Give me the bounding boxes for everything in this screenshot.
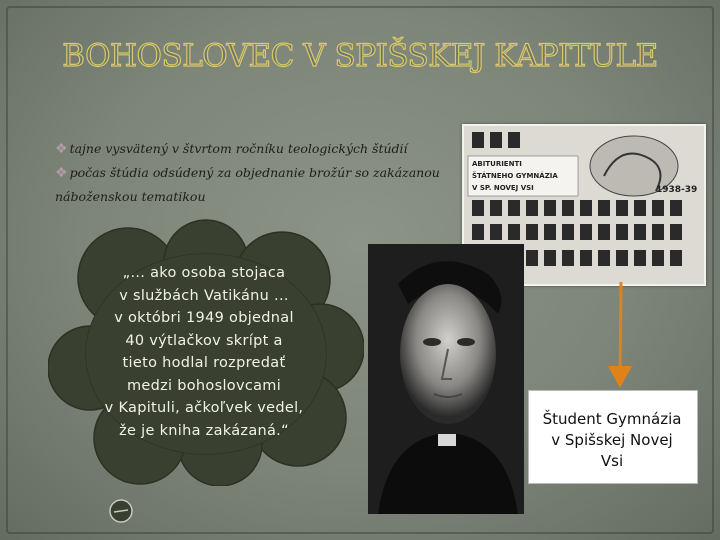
down-arrow-icon: [600, 280, 640, 390]
bullet-text: tajne vysvätený v štvrtom ročníku teologických štúdií: [69, 141, 408, 156]
banner-line: ŠTÁTNEHO GYMNÁZIA: [472, 172, 558, 180]
photo-caption: Študent Gymnázia v Spišskej Novej Vsi: [542, 410, 682, 470]
banner-line: ABITURIENTI: [472, 160, 522, 168]
portrait-image: [368, 244, 524, 514]
thought-bubble-small: [108, 498, 134, 524]
bullet-list: [55, 137, 445, 208]
flower-bullet-icon: ❖: [55, 141, 68, 157]
bullet-text: počas štúdia odsúdený za objednanie brožúr so zakázanou náboženskou tematikou: [55, 165, 440, 204]
bullet-item: [55, 161, 445, 208]
banner-line: V SP. NOVEJ VSI: [472, 184, 534, 192]
slide-title: BOHOSLOVEC V SPIŠSKEJ KAPITULE: [62, 38, 658, 74]
bullet-item: [55, 137, 445, 161]
portrait-photo: [368, 244, 524, 514]
flower-bullet-icon: ❖: [55, 165, 68, 181]
class-year: 1938-39: [656, 185, 698, 195]
quote-text: „... ako osoba stojaca v službách Vatikánu ... v októbri 1949 objednal 40 výtlačkov skrípt a tieto hodlal rozpredať medzi bohoslovcami v Kapituli, ačkoľvek vedel, že je kniha zakázaná.“: [104, 265, 304, 439]
